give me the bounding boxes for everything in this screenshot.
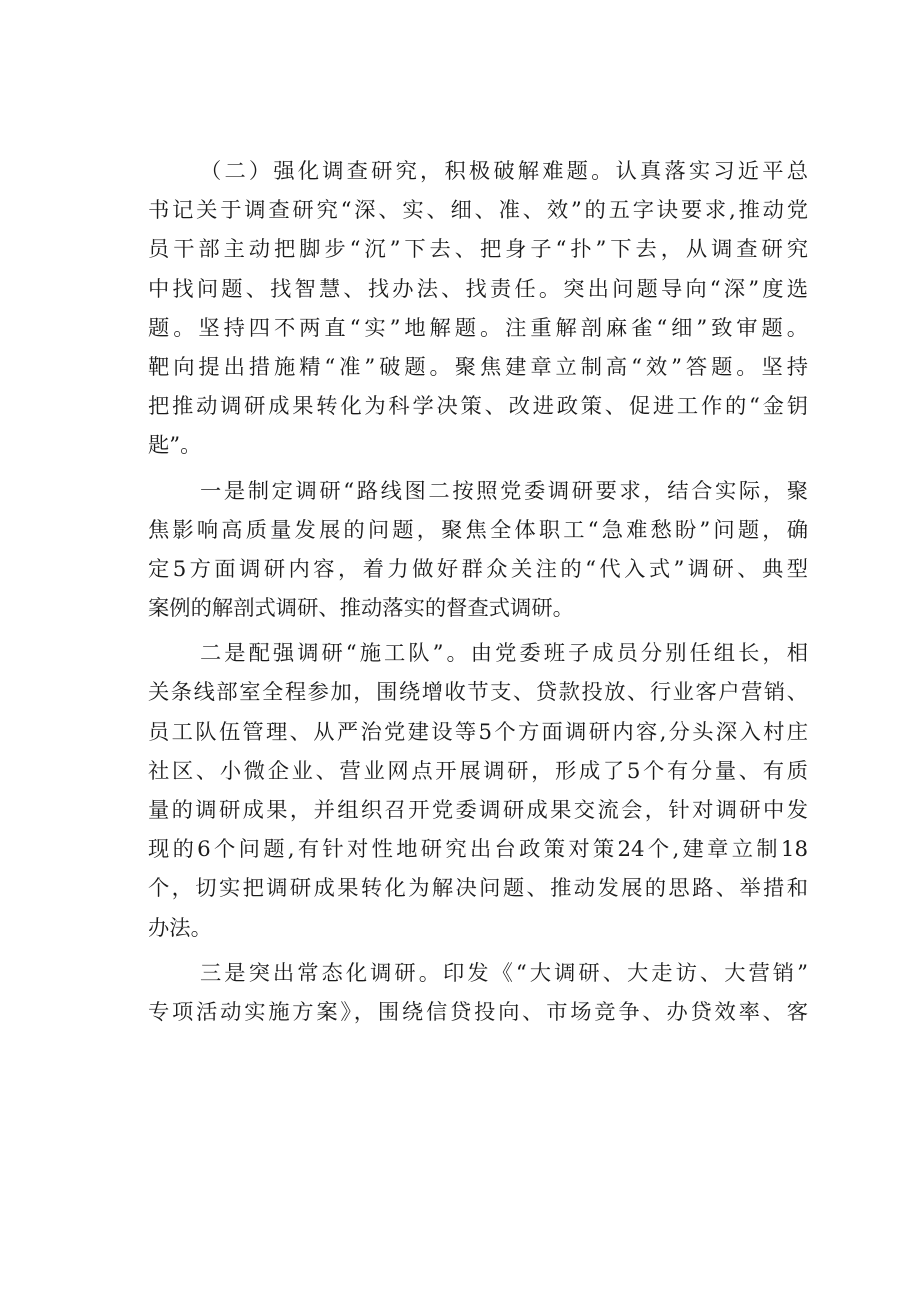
text-line: 社区、小微企业、营业网点开展调研，形成了5个有分量、有质 [148,758,808,784]
text-line: 员工队伍管理、从严治党建设等5个方面调研内容,分头深入村庄 [148,719,808,745]
paragraph-section-2 [148,152,808,466]
text-line: 专项活动实施方案》，围绕信贷投向、市场竞争、办贷效率、客 [148,999,808,1025]
text-line: 书记关于调查研究“深、实、细、准、效”的五字诀要求,推动党 [148,198,808,224]
text-line: （二）强化调查研究，积极破解难题。认真落实习近平总 [200,159,808,184]
text-line: 题。坚持四不两直“实”地解题。注重解剖麻雀“细”致审题。 [148,315,808,341]
text-line: 靶向提出措施精“准”破题。聚焦建章立制高“效”答题。坚持 [148,354,808,380]
text-line: 三是突出常态化调研。印发《“大调研、大走访、大营销” [200,960,808,986]
document-body [148,152,808,1032]
text-line: 案例的解剖式调研、推动落实的督查式调研。 [148,596,574,622]
paragraph-item-1 [148,472,808,629]
text-line: 量的调研成果，并组织召开党委调研成果交流会，针对调研中发 [148,798,808,823]
paragraph-item-2 [148,634,808,948]
text-line: 把推动调研成果转化为科学决策、改进政策、促进工作的“金钥 [148,394,808,420]
text-line: 二是配强调研“施工队”。由党委班子成员分别任组长，相 [200,641,808,667]
text-line: 现的6个问题,有针对性地研究出台政策对策24个,建章立制18 [148,837,808,863]
text-line: 匙”。 [148,433,202,459]
text-line: 焦影响高质量发展的问题，聚焦全体职工“急难愁盼”问题，确 [148,517,808,543]
text-line: 个，切实把调研成果转化为解决问题、推动发展的思路、举措和 [148,876,808,902]
text-line: 关条线部室全程参加，围绕增收节支、贷款投放、行业客户营销、 [148,680,808,706]
text-line: 办法。 [148,915,212,941]
text-line: 一是制定调研“路线图二按照党委调研要求，结合实际，聚 [200,478,808,504]
text-line: 定5方面调研内容，着力做好群众关注的“代入式”调研、典型 [148,556,808,582]
paragraph-item-3 [148,954,808,1032]
text-line: 中找问题、找智慧、找办法、找责任。突出问题导向“深”度选 [148,276,808,302]
text-line: 员干部主动把脚步“沉”下去、把身子“扑”下去，从调查研究 [148,237,808,263]
